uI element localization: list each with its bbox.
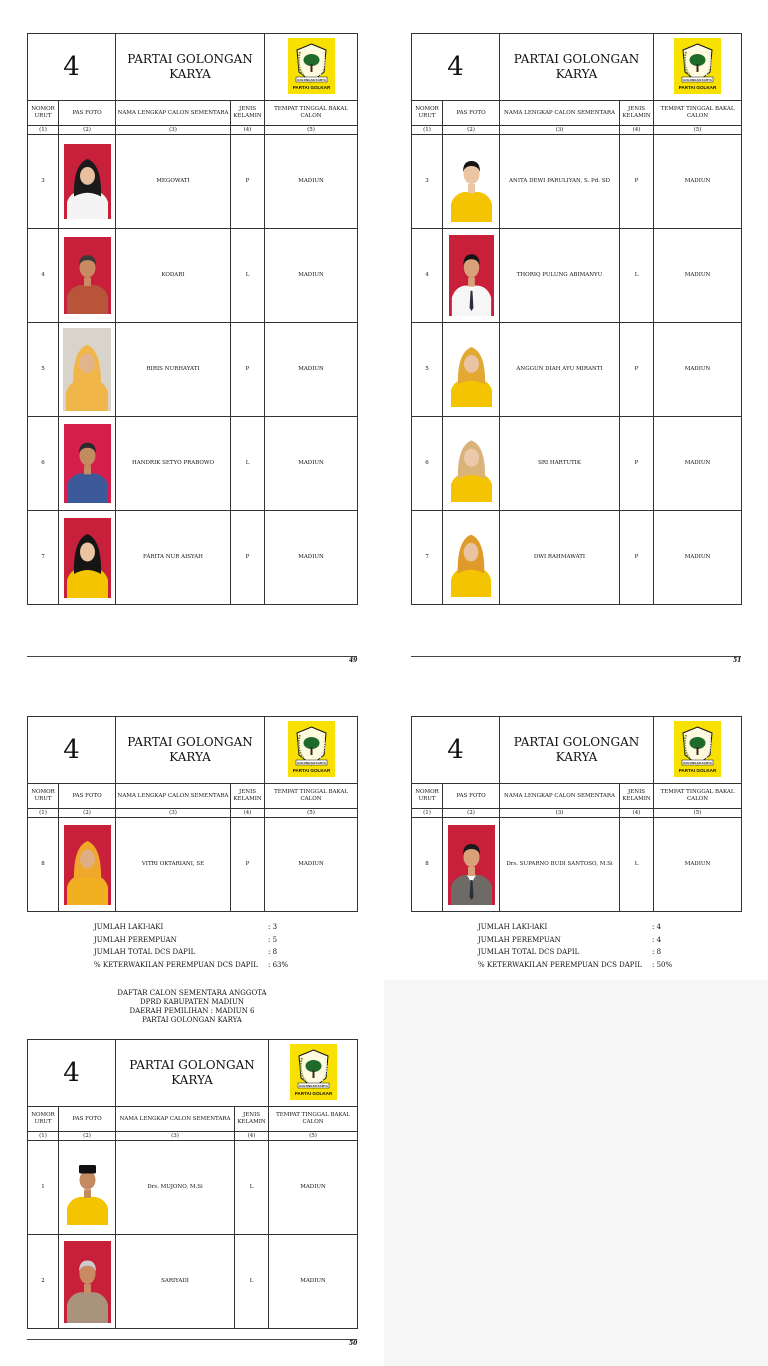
col-index: (2) (443, 126, 500, 135)
summary-label: JUMLAH LAKI-lAKI (94, 923, 164, 931)
row-gender: P (620, 511, 654, 605)
svg-text:PARTAI GOLKAR: PARTAI GOLKAR (678, 767, 717, 773)
table-row (412, 417, 742, 511)
col-header-gender: JENIS KELAMIN (620, 101, 654, 126)
col-index: (4) (620, 126, 654, 135)
table-row (412, 818, 742, 912)
party-name: PARTAI GOLONGAN KARYA (116, 1040, 269, 1107)
photo-cell (443, 229, 500, 323)
row-gender: P (620, 135, 654, 229)
col-header-residence: TEMPAT TINGGAL BAKAL CALON (654, 784, 742, 809)
photo-cell (59, 511, 116, 605)
summary-block (478, 921, 698, 971)
row-residence: MADIUN (654, 511, 742, 605)
party-number: 4 (28, 1040, 116, 1107)
row-residence: MADIUN (654, 229, 742, 323)
heading-line: DAFTAR CALON SEMENTARA ANGGOTA (117, 989, 267, 997)
table-row (412, 229, 742, 323)
candidate-photo (63, 328, 111, 411)
candidate-photo (64, 1241, 111, 1323)
party-number: 4 (412, 34, 500, 101)
candidate-photo (448, 332, 495, 407)
row-no: 8 (412, 818, 443, 912)
col-header-photo: PAS FOTO (443, 784, 500, 809)
photo-cell (59, 1141, 116, 1235)
row-gender: P (231, 135, 265, 229)
row-residence: MADIUN (265, 323, 358, 417)
col-index: (3) (116, 1132, 235, 1141)
summary-value: : 4 (652, 935, 662, 944)
row-gender: P (620, 417, 654, 511)
candidate-photo (64, 424, 111, 503)
page-footer-line (27, 656, 357, 657)
col-header-residence: TEMPAT TINGGAL BAKAL CALON (265, 101, 358, 126)
table-row (28, 417, 358, 511)
table-row (28, 323, 358, 417)
party-name: PARTAI GOLONGAN KARYA (116, 34, 265, 101)
col-index: (5) (269, 1132, 358, 1141)
row-name: DWI RAHMAWATI (500, 511, 620, 605)
golkar-logo-icon (290, 1044, 337, 1100)
candidate-photo (448, 825, 495, 905)
col-header-photo: PAS FOTO (443, 101, 500, 126)
row-gender: P (231, 511, 265, 605)
golkar-logo-icon (674, 38, 721, 94)
photo-cell (59, 417, 116, 511)
svg-text:GOLONGAN KARYA: GOLONGAN KARYA (296, 760, 326, 765)
col-header-photo: PAS FOTO (59, 784, 116, 809)
photo-cell (59, 135, 116, 229)
row-name: MEGOWATI (116, 135, 231, 229)
party-name: PARTAI GOLONGAN KARYA (500, 717, 654, 784)
row-residence: MADIUN (654, 135, 742, 229)
col-index: (3) (116, 126, 231, 135)
candidate-photo (64, 825, 111, 905)
photo-cell (59, 1235, 116, 1329)
svg-text:GOLONGAN KARYA: GOLONGAN KARYA (683, 77, 712, 82)
svg-text:PARTAI GOLKAR: PARTAI GOLKAR (294, 1090, 332, 1096)
col-index: (5) (654, 809, 742, 818)
party-logo-cell (265, 717, 358, 784)
col-index: (1) (28, 1132, 59, 1141)
col-header-name: NAMA LENGKAP CALON SEMENTARA (500, 784, 620, 809)
party-number: 4 (28, 34, 116, 101)
col-index: (5) (654, 126, 742, 135)
row-gender: P (231, 818, 265, 912)
photo-cell (443, 135, 500, 229)
col-index: (3) (500, 126, 620, 135)
row-no: 1 (28, 1141, 59, 1235)
row-gender: L (235, 1235, 269, 1329)
row-residence: MADIUN (265, 135, 358, 229)
golkar-logo-icon (674, 721, 721, 777)
row-no: 7 (412, 511, 443, 605)
col-index: (3) (116, 809, 231, 818)
col-index: (5) (265, 126, 358, 135)
row-no: 8 (28, 818, 59, 912)
svg-text:PARTAI GOLKAR: PARTAI GOLKAR (292, 767, 330, 773)
col-header-no: NOMOR URUT (28, 101, 59, 126)
row-gender: P (231, 323, 265, 417)
page-number: 50 (349, 1340, 358, 1347)
svg-text:GOLONGAN KARYA: GOLONGAN KARYA (683, 760, 712, 765)
photo-cell (443, 323, 500, 417)
row-residence: MADIUN (269, 1141, 358, 1235)
candidate-photo (448, 519, 494, 597)
summary-value: : 3 (268, 923, 278, 931)
heading-line: PARTAI GOLONGAN KARYA (142, 1016, 242, 1024)
svg-text:PARTAI GOLKAR: PARTAI GOLKAR (678, 84, 717, 90)
row-no: 4 (28, 229, 59, 323)
party-name: PARTAI GOLONGAN KARYA (116, 717, 265, 784)
page-number: 49 (349, 657, 358, 664)
row-no: 3 (28, 135, 59, 229)
col-header-no: NOMOR URUT (412, 784, 443, 809)
row-name: HANDRIK SETYO PRABOWO (116, 417, 231, 511)
golkar-logo-icon (288, 721, 335, 777)
col-index: (2) (443, 809, 500, 818)
row-no: 5 (28, 323, 59, 417)
row-name: ANITA DEWI PARULIYAN, S. Pd. SD (500, 135, 620, 229)
row-gender: L (235, 1141, 269, 1235)
row-gender: L (231, 417, 265, 511)
candidate-photo (448, 142, 495, 222)
table-row (412, 511, 742, 605)
table-row (412, 323, 742, 417)
col-header-gender: JENIS KELAMIN (620, 784, 654, 809)
col-header-photo: PAS FOTO (59, 101, 116, 126)
photo-cell (443, 511, 500, 605)
table-row (28, 229, 358, 323)
party-logo-cell (654, 717, 742, 784)
col-index: (4) (620, 809, 654, 818)
photo-cell (443, 818, 500, 912)
blank-gray-area (384, 980, 768, 1366)
col-header-residence: TEMPAT TINGGAL BAKAL CALON (654, 101, 742, 126)
candidate-photo (449, 235, 494, 316)
row-no: 6 (412, 417, 443, 511)
heading-line: DAERAH PEMILIHAN : MADIUN 6 (129, 1007, 255, 1015)
party-logo-cell (269, 1040, 358, 1107)
candidate-photo (64, 237, 111, 314)
row-name: VITRI OKTARIANI, SE (116, 818, 231, 912)
summary-label: JUMLAH PEREMPUAN (478, 935, 561, 944)
col-header-photo: PAS FOTO (59, 1107, 116, 1132)
summary-label: JUMLAH LAKI-lAKI (478, 923, 548, 931)
summary-label: % KETERWAKILAN PEREMPUAN DCS DAPIL (478, 960, 642, 969)
col-header-no: NOMOR URUT (412, 101, 443, 126)
table-row (28, 1235, 358, 1329)
party-logo-cell (654, 34, 742, 101)
col-header-name: NAMA LENGKAP CALON SEMENTARA (116, 784, 231, 809)
col-index: (2) (59, 126, 116, 135)
col-index: (5) (265, 809, 358, 818)
row-residence: MADIUN (265, 511, 358, 605)
row-name: Drs. SUPARNO BUDI SANTOSO, M.Si (500, 818, 620, 912)
col-index: (4) (231, 126, 265, 135)
col-header-name: NAMA LENGKAP CALON SEMENTARA (116, 101, 231, 126)
summary-label: JUMLAH TOTAL DCS DAPIL (94, 948, 196, 956)
row-residence: MADIUN (265, 818, 358, 912)
party-name: PARTAI GOLONGAN KARYA (500, 34, 654, 101)
svg-text:PARTAI GOLKAR: PARTAI GOLKAR (292, 84, 330, 90)
candidate-table-bl2 (27, 1039, 358, 1329)
row-name: ANGGUN DIAH AYU MIRANTI (500, 323, 620, 417)
col-index: (1) (28, 809, 59, 818)
summary-label: JUMLAH PEREMPUAN (94, 935, 177, 944)
row-no: 4 (412, 229, 443, 323)
col-header-residence: TEMPAT TINGGAL BAKAL CALON (265, 784, 358, 809)
col-header-name: NAMA LENGKAP CALON SEMENTARA (500, 101, 620, 126)
heading-line: DPRD KABUPATEN MADIUN (140, 998, 244, 1006)
row-residence: MADIUN (654, 323, 742, 417)
row-gender: L (620, 229, 654, 323)
row-name: KODARI (116, 229, 231, 323)
party-number: 4 (412, 717, 500, 784)
candidate-photo (64, 1150, 111, 1225)
table-row (28, 135, 358, 229)
golkar-logo-icon (288, 38, 335, 94)
row-residence: MADIUN (265, 417, 358, 511)
row-no: 5 (412, 323, 443, 417)
row-residence: MADIUN (269, 1235, 358, 1329)
summary-value: : 4 (652, 923, 662, 931)
summary-value: : 5 (268, 935, 278, 944)
row-name: THORIQ PULUNG ABIMANYU (500, 229, 620, 323)
row-name: RIRIS NURHAYATI (116, 323, 231, 417)
col-header-no: NOMOR URUT (28, 784, 59, 809)
row-name: Drs. MUJONO, M.Si (116, 1141, 235, 1235)
photo-cell (59, 818, 116, 912)
party-logo-cell (265, 34, 358, 101)
row-residence: MADIUN (654, 818, 742, 912)
col-header-no: NOMOR URUT (28, 1107, 59, 1132)
candidate-photo (64, 144, 111, 219)
candidate-photo (64, 518, 111, 598)
photo-cell (443, 417, 500, 511)
row-no: 2 (28, 1235, 59, 1329)
col-index: (4) (231, 809, 265, 818)
col-index: (1) (412, 809, 443, 818)
photo-cell (59, 323, 116, 417)
candidate-table-tr (411, 33, 742, 605)
table-row (412, 135, 742, 229)
table-row (28, 1141, 358, 1235)
table-row (28, 511, 358, 605)
col-header-gender: JENIS KELAMIN (235, 1107, 269, 1132)
col-index: (2) (59, 1132, 116, 1141)
summary-value: : 50% (652, 960, 673, 969)
candidate-table-tl (27, 33, 358, 605)
row-residence: MADIUN (265, 229, 358, 323)
photo-cell (59, 229, 116, 323)
col-header-gender: JENIS KELAMIN (231, 101, 265, 126)
summary-label: JUMLAH TOTAL DCS DAPIL (478, 948, 580, 956)
summary-value: : 8 (652, 948, 662, 956)
col-header-residence: TEMPAT TINGGAL BAKAL CALON (269, 1107, 358, 1132)
table-row (28, 818, 358, 912)
page-number: 51 (733, 657, 742, 664)
summary-label: % KETERWAKILAN PEREMPUAN DCS DAPIL (94, 960, 258, 969)
dcs-heading (92, 989, 292, 1025)
row-gender: L (231, 229, 265, 323)
row-name: SARIYADI (116, 1235, 235, 1329)
row-name: SRI HARTUTIK (500, 417, 620, 511)
col-index: (1) (412, 126, 443, 135)
col-index: (4) (235, 1132, 269, 1141)
row-no: 6 (28, 417, 59, 511)
row-name: FARITA NUR AISYAH (116, 511, 231, 605)
col-header-gender: JENIS KELAMIN (231, 784, 265, 809)
page-footer-line (411, 656, 741, 657)
row-gender: L (620, 818, 654, 912)
page-footer-line (27, 1339, 357, 1340)
row-gender: P (620, 323, 654, 417)
col-index: (3) (500, 809, 620, 818)
candidate-table-br (411, 716, 742, 912)
row-residence: MADIUN (654, 417, 742, 511)
party-number: 4 (28, 717, 116, 784)
summary-block (94, 921, 314, 971)
summary-value: : 63% (268, 960, 289, 969)
col-header-name: NAMA LENGKAP CALON SEMENTARA (116, 1107, 235, 1132)
candidate-photo (448, 425, 495, 502)
col-index: (2) (59, 809, 116, 818)
candidate-table-bl (27, 716, 358, 912)
row-no: 7 (28, 511, 59, 605)
svg-text:GOLONGAN KARYA: GOLONGAN KARYA (296, 77, 326, 82)
row-no: 3 (412, 135, 443, 229)
col-index: (1) (28, 126, 59, 135)
svg-text:GOLONGAN KARYA: GOLONGAN KARYA (298, 1083, 328, 1088)
summary-value: : 8 (268, 948, 278, 956)
